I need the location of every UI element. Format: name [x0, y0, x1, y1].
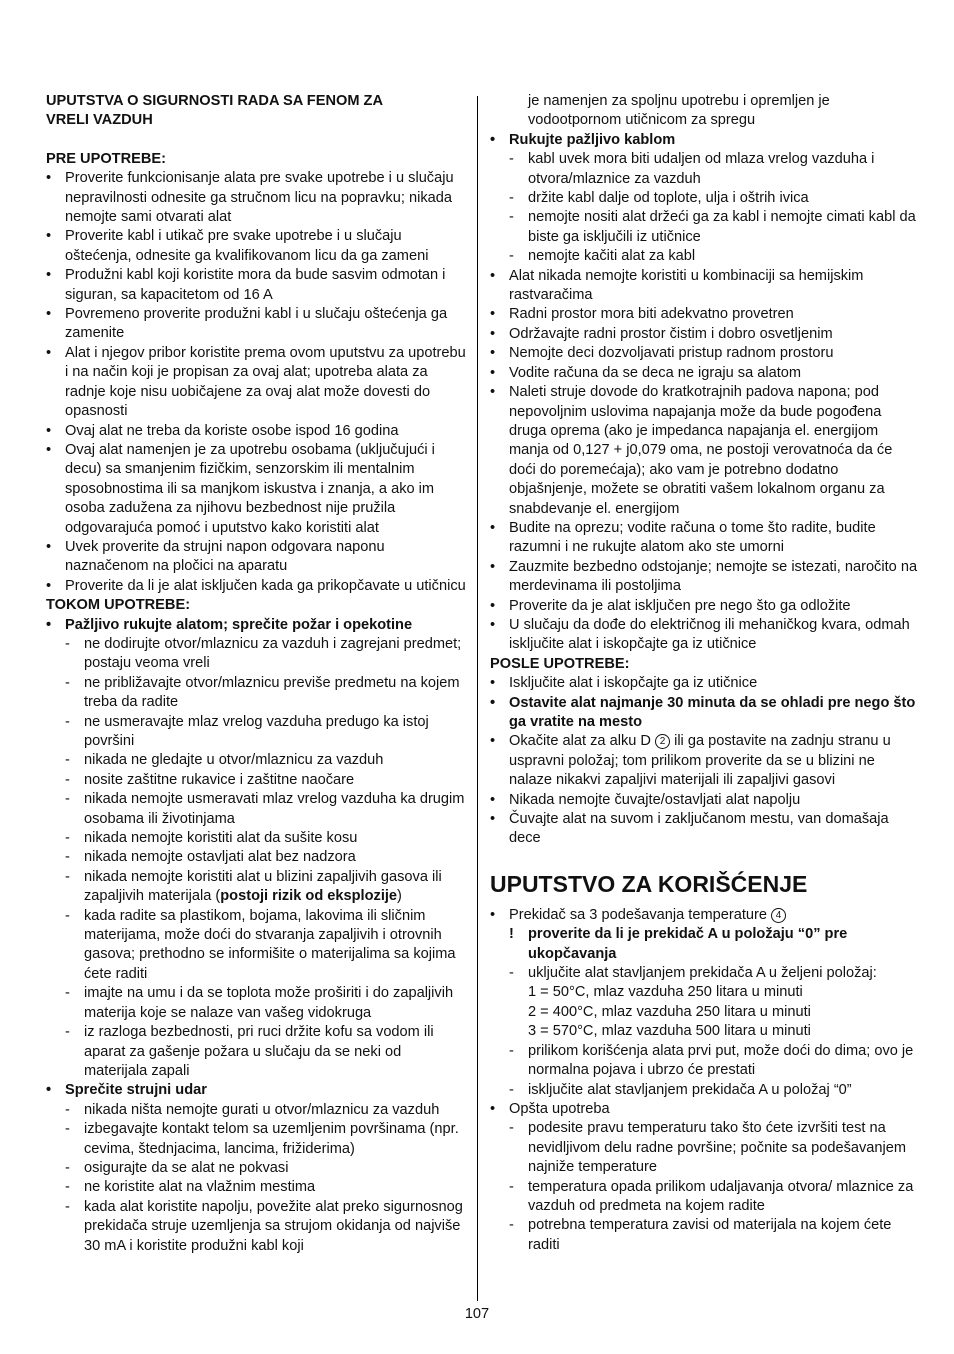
- switch-item: [490, 906, 920, 925]
- list-item-hang: [490, 732, 920, 790]
- list-item: - kada radite sa plastikom, bojama, lakovima ili sličnim materijama, može doći do stvaranja zapaljivih i otrovnih gasova; prethodno se informišite o materijalima sa kojima ćete raditi: [46, 907, 466, 985]
- list-item: - ne dodirujte otvor/mlaznicu za vazduh i zagrejani predmet; postaju veoma vreli: [46, 635, 466, 674]
- list-item: - isključite alat stavljanjem prekidača A u položaj “0”: [490, 1081, 920, 1100]
- usage-list: [490, 906, 920, 1255]
- list-item: - držite kabl dalje od toplote, ulja i oštrih ivica: [490, 189, 920, 208]
- list-item: • Proverite da je alat isključen pre nego što ga odložite: [490, 597, 920, 616]
- list-item: - uključite alat stavljanjem prekidača A u željeni položaj:: [490, 964, 920, 983]
- pre-use-heading: PRE UPOTREBE:: [46, 150, 167, 167]
- right-column: [490, 92, 920, 1255]
- list-item: - osigurajte da se alat ne pokvasi: [46, 1159, 466, 1178]
- warning-item: ! proverite da li je prekidač A u položaju “0” pre ukopčavanja: [490, 925, 920, 964]
- list-item: - potrebna temperatura zavisi od materijala na kojem ćete raditi: [490, 1216, 920, 1255]
- callout-4-icon: 4: [771, 908, 786, 923]
- list-item: • Alat nikada nemojte koristiti u kombinaciji sa hemijskim rastvaračima: [490, 267, 920, 306]
- list-item: - prilikom korišćenja alata prvi put, može doći do dima; ovo je normalna pojava i ubrzo će prestati: [490, 1042, 920, 1081]
- during-use-heading: TOKOM UPOTREBE:: [46, 597, 191, 614]
- list-item: • Ostavite alat najmanje 30 minuta da se ohladi pre nego što ga vratite na mesto: [490, 694, 920, 733]
- list-item: - ne usmeravajte mlaz vrelog vazduha predugo ka istoj površini: [46, 713, 466, 752]
- shock-heading: • Sprečite strujni udar: [46, 1081, 466, 1100]
- list-item: - nikada nemojte ostavljati alat bez nadzora: [46, 848, 466, 867]
- pre-use-list: [46, 169, 466, 596]
- list-item: • Održavajte radni prostor čistim i dobro osvetljenim: [490, 325, 920, 344]
- list-item: - podesite pravu temperaturu tako što ćete izvršiti test na nevidljivom delu radne površine; počnite sa podešavanjem najniže temperature: [490, 1119, 920, 1177]
- fire-heading: • Pažljivo rukujte alatom; sprečite požar i opekotine: [46, 616, 466, 635]
- list-item: • Ovaj alat ne treba da koriste osobe ispod 16 godina: [46, 422, 466, 441]
- list-item: • Nikada nemojte čuvajte/ostavljati alat napolju: [490, 791, 920, 810]
- list-item: • Vodite računa da se deca ne igraju sa alatom: [490, 364, 920, 383]
- cable-heading: • Rukujte pažljivo kablom: [490, 131, 920, 150]
- list-item: - nikada ne gledajte u otvor/mlaznicu za vazduh: [46, 751, 466, 770]
- list-item: - izbegavajte kontakt telom sa uzemljenim površinama (npr. cevima, štednjacima, lancima, frižiderima): [46, 1120, 466, 1159]
- list-item: - iz razloga bezbednosti, pri ruci držite kofu sa vodom ili aparat za gašenje požara u slučaju da se neki od materijala zapali: [46, 1023, 466, 1081]
- list-item: • Ovaj alat namenjen je za upotrebu osobama (uključujući i decu) sa smanjenim fizičkim, senzorskim ili mentalnim sposobnostima ili sa manjkom iskustva i znanja, a ako im osoba zadužena za njihovu bezbednost nije pružila odgovarajuća pomoć i uputstvo kako koristiti alat: [46, 441, 466, 538]
- explosion-end: ): [397, 888, 402, 905]
- list-item: - nikada ništa nemojte gurati u otvor/mlaznicu za vazduh: [46, 1101, 466, 1120]
- list-item: • Produžni kabl koji koristite mora da bude sasvim odmotan i siguran, sa kapacitetom od 16 A: [46, 266, 466, 305]
- section-title: [46, 92, 466, 131]
- list-item-explosion: [46, 868, 466, 907]
- list-item: • Proverite kabl i utikač pre svake upotrebe i u slučaju oštećenja, odnesite ga kvalifikovanom licu da ga zameni: [46, 227, 466, 266]
- page-number: 107: [464, 1306, 490, 1322]
- setting-3: 3 = 570°C, mlaz vazduha 500 litara u minuti: [528, 1023, 811, 1040]
- list-item: • Nemojte deci dozvoljavati pristup radnom prostoru: [490, 344, 920, 363]
- list-item: • Isključite alat i iskopčajte ga iz utičnice: [490, 674, 920, 693]
- list-item: • Povremeno proverite produžni kabl i u slučaju oštećenja ga zamenite: [46, 305, 466, 344]
- list-item: • Uvek proverite da strujni napon odgovara naponu naznačenom na pločici na aparatu: [46, 538, 466, 577]
- section-title-line-1: UPUTSTVA O SIGURNOSTI RADA SA FENOM ZA: [46, 93, 384, 109]
- list-item: - temperatura opada prilikom udaljavanja otvora/ mlaznice za vazduh od predmeta na kojem radite: [490, 1178, 920, 1217]
- list-item: - kada alat koristite napolju, povežite alat preko sigurnosnog prekidača struje uzemljenja sa strujom okidanja od najviše 30 mA i koristite produžni kabl koji: [46, 1198, 466, 1256]
- list-item: - imajte na umu i da se toplota može proširiti i do zapaljivih materija koje se nalaze van vašeg vidokruga: [46, 984, 466, 1023]
- after-use-heading: POSLE UPOTREBE:: [490, 655, 630, 672]
- after-use-list: [490, 674, 920, 849]
- list-item: • Čuvajte alat na suvom i zaključanom mestu, van domašaja dece: [490, 810, 920, 849]
- list-item: • Proverite funkcionisanje alata pre svake upotrebe i u slučaju nepravilnosti odnesite ga stručnom licu na popravku; nikada nemojte sami otvarati alat: [46, 169, 466, 227]
- left-column: [46, 92, 466, 1256]
- section-title-line-2: VRELI VAZDUH: [46, 112, 153, 129]
- list-item: • Alat i njegov pribor koristite prema ovom uputstvu za upotrebu i na način koji je propisan za ovaj alat; upotreba alata za radnje koje nisu uobičajene za ovaj alat može dovesti do opasnosti: [46, 344, 466, 422]
- hang-text: Okačite alat za alku D: [509, 733, 656, 750]
- column-divider: [477, 96, 478, 1301]
- setting-2: 2 = 400°C, mlaz vazduha 250 litara u minuti: [528, 1003, 811, 1020]
- list-item: - nosite zaštitne rukavice i zaštitne naočare: [46, 771, 466, 790]
- hang-text-end: ili ga postavite na zadnju stranu u uspravni položaj; tom prilikom proverite da se u blizini ne nalaze nikakvi zapaljivi materijali ili zapaljivi gasovi: [509, 733, 891, 789]
- fire-list: [46, 616, 466, 1256]
- list-item: - kabl uvek mora biti udaljen od mlaza vrelog vazduha i otvora/mlaznice za vazduh: [490, 150, 920, 189]
- list-item: • Naleti struje dovode do kratkotrajnih padova napona; pod nepovoljnim uslovima napajanja može da bude pogođena druga oprema (ako je impedanca napajanja el. energijom manja od 0,127 + j0,079 oma, ne postoji verovatnoća da će doći do poremećaja); ako vam je potrebno dodatno objašnjenje, možete se obratiti vašem lokalnom organu za snabdevanje el. energijom: [490, 383, 920, 519]
- usage-title: UPUTSTVO ZA KORIŠĆENJE: [490, 870, 808, 897]
- list-item: • Proverite da li je alat isključen kada ga prikopčavate u utičnicu: [46, 577, 466, 596]
- explosion-text: nikada nemojte koristiti alat u blizini zapaljivih gasova ili zapaljivih materijala (: [84, 868, 442, 905]
- callout-2-icon: 2: [655, 734, 670, 749]
- switch-text: Prekidač sa 3 podešavanja temperature: [509, 906, 772, 923]
- explosion-warning: postoji rizik od eksplozije: [220, 888, 398, 905]
- list-item: - nemojte kačiti alat za kabl: [490, 247, 920, 266]
- cable-list: [490, 131, 920, 655]
- list-item: - ne koristite alat na vlažnim mestima: [46, 1178, 466, 1197]
- list-item: - nikada nemojte koristiti alat da sušite kosu: [46, 829, 466, 848]
- list-item: - ne približavajte otvor/mlaznicu previše predmetu na kojem treba da radite: [46, 674, 466, 713]
- list-item: - nikada nemojte usmeravati mlaz vrelog vazduha ka drugim osobama ili životinjama: [46, 790, 466, 829]
- setting-1: 1 = 50°C, mlaz vazduha 250 litara u minuti: [528, 984, 803, 1001]
- list-item: • Radni prostor mora biti adekvatno provetren: [490, 305, 920, 324]
- list-item: • U slučaju da dođe do električnog ili mehaničkog kvara, odmah isključite alat i iskopčajte ga iz utičnice: [490, 616, 920, 655]
- list-item: - nemojte nositi alat držeći ga za kabl i nemojte cimati kabl da biste ga isključili iz utičnice: [490, 208, 920, 247]
- general-use-heading: • Opšta upotreba: [490, 1100, 920, 1119]
- continued-text: je namenjen za spoljnu upotrebu i opremljen je vodootpornom utičnicom za spregu: [528, 93, 830, 129]
- list-item: • Budite na oprezu; vodite računa o tome što radite, budite razumni i ne rukujte alatom ako ste umorni: [490, 519, 920, 558]
- list-item: • Zauzmite bezbedno odstojanje; nemojte se istezati, naročito na merdevinama ili postoljima: [490, 558, 920, 597]
